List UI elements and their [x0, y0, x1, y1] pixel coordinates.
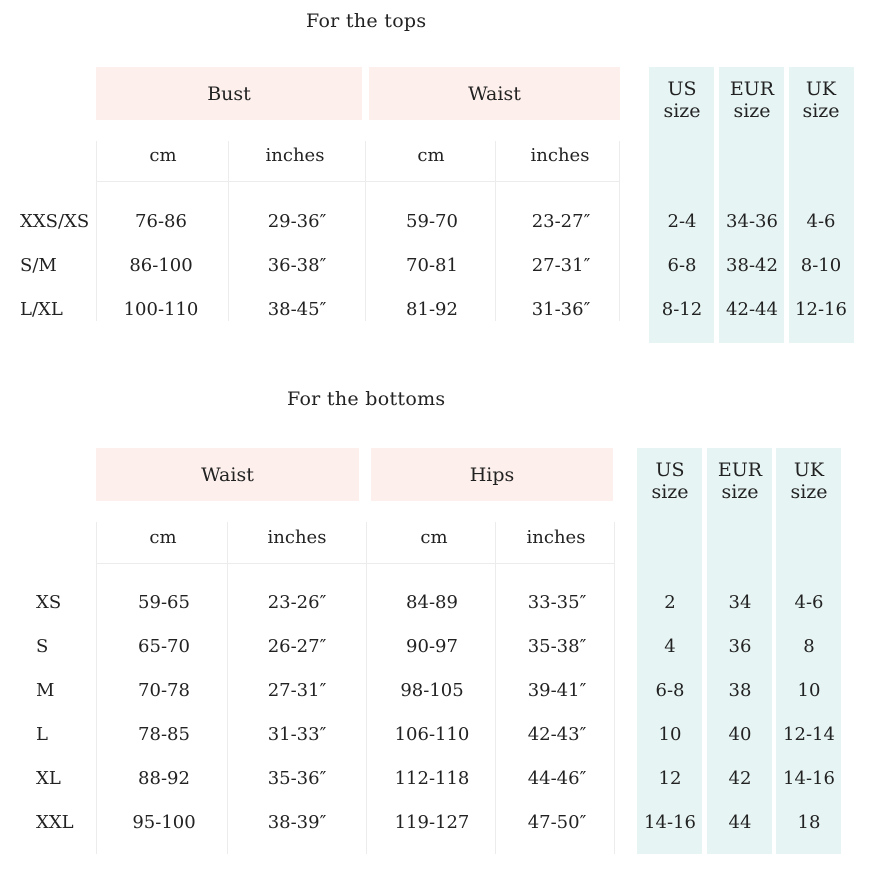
bottoms-hips-inches: 33-35″ [527, 592, 587, 613]
tops-divider [96, 181, 619, 182]
bottoms-hips-inches: 39-41″ [527, 680, 587, 701]
bottoms-divider [96, 563, 614, 564]
bottoms-waist-cm: 95-100 [132, 812, 196, 833]
bottoms-us-size: 14-16 [644, 812, 696, 833]
tops-uk-header: UK size [802, 78, 840, 122]
bottoms-waist-inches: 23-26″ [267, 592, 327, 613]
bottoms-row-label: M [36, 680, 55, 701]
bottoms-uk-size: 14-16 [783, 768, 835, 789]
bottoms-uk-size: 10 [797, 680, 821, 701]
bottoms-us-size: 4 [664, 636, 676, 657]
tops-eur-size: 38-42 [726, 255, 778, 276]
bottoms-waist-cm-label: cm [149, 527, 177, 548]
bottoms-hips-cm: 84-89 [406, 592, 458, 613]
tops-bust-header: Bust [96, 67, 362, 120]
bottoms-row-label: XL [36, 768, 61, 789]
bottoms-uk-size: 4-6 [794, 592, 824, 613]
tops-waist-inches-label: inches [530, 145, 590, 166]
bottoms-row-label: L [36, 724, 48, 745]
tops-bust-inches: 38-45″ [267, 299, 327, 320]
tops-bust-cm: 76-86 [135, 211, 187, 232]
bottoms-hips-cm: 119-127 [394, 812, 470, 833]
tops-divider [228, 141, 229, 321]
bottoms-row-label: S [36, 636, 49, 657]
tops-waist-inches: 27-31″ [531, 255, 591, 276]
tops-eur-header: EUR size [729, 78, 775, 122]
bottoms-eur-size: 36 [728, 636, 752, 657]
tops-waist-inches: 31-36″ [531, 299, 591, 320]
bottoms-waist-cm: 78-85 [138, 724, 190, 745]
tops-us-size: 6-8 [667, 255, 697, 276]
bottoms-uk-size: 8 [803, 636, 815, 657]
tops-eur-size: 34-36 [726, 211, 778, 232]
tops-bust-cm: 86-100 [129, 255, 193, 276]
bottoms-divider [366, 522, 367, 854]
tops-title: For the tops [306, 10, 427, 32]
tops-bust-inches-label: inches [265, 145, 325, 166]
bottoms-us-size: 10 [658, 724, 682, 745]
bottoms-hips-cm: 112-118 [394, 768, 470, 789]
bottoms-waist-inches: 26-27″ [267, 636, 327, 657]
bottoms-uk-size: 12-14 [783, 724, 835, 745]
bottoms-divider [495, 522, 496, 854]
bottoms-hips-inches: 47-50″ [527, 812, 587, 833]
tops-us-size: 8-12 [661, 299, 703, 320]
tops-bust-cm: 100-110 [123, 299, 199, 320]
bottoms-us-header: US size [651, 459, 689, 503]
bottoms-us-size: 6-8 [655, 680, 685, 701]
bottoms-eur-header: EUR size [717, 459, 763, 503]
bottoms-divider [96, 522, 97, 854]
tops-uk-size: 4-6 [806, 211, 836, 232]
bottoms-eur-size: 42 [728, 768, 752, 789]
tops-waist-header: Waist [369, 67, 620, 120]
bottoms-waist-cm: 59-65 [138, 592, 190, 613]
bottoms-waist-cm: 88-92 [138, 768, 190, 789]
tops-bust-inches: 36-38″ [267, 255, 327, 276]
bottoms-waist-inches: 35-36″ [267, 768, 327, 789]
bottoms-waist-inches: 31-33″ [267, 724, 327, 745]
bottoms-hips-cm: 90-97 [406, 636, 458, 657]
bottoms-hips-inches: 42-43″ [527, 724, 587, 745]
bottoms-row-label: XXL [36, 812, 74, 833]
tops-bust-inches: 29-36″ [267, 211, 327, 232]
bottoms-waist-inches: 38-39″ [267, 812, 327, 833]
tops-uk-size: 8-10 [800, 255, 842, 276]
tops-row-label: S/M [20, 255, 57, 276]
bottoms-us-size: 12 [658, 768, 682, 789]
bottoms-eur-size: 44 [728, 812, 752, 833]
tops-divider [495, 141, 496, 321]
bottoms-waist-header: Waist [96, 448, 359, 501]
tops-us-header: US size [663, 78, 701, 122]
bottoms-eur-size: 38 [728, 680, 752, 701]
tops-uk-size: 12-16 [795, 299, 847, 320]
bottoms-uk-header: UK size [790, 459, 828, 503]
tops-divider [96, 141, 97, 321]
bottoms-waist-cm: 65-70 [138, 636, 190, 657]
bottoms-waist-inches-label: inches [267, 527, 327, 548]
tops-row-label: L/XL [20, 299, 63, 320]
bottoms-hips-inches: 44-46″ [527, 768, 587, 789]
bottoms-row-label: XS [36, 592, 62, 613]
bottoms-eur-size: 34 [728, 592, 752, 613]
bottoms-hips-inches-label: inches [526, 527, 586, 548]
bottoms-hips-header: Hips [371, 448, 613, 501]
bottoms-hips-cm: 98-105 [400, 680, 464, 701]
bottoms-title: For the bottoms [287, 388, 446, 410]
bottoms-hips-cm: 106-110 [394, 724, 470, 745]
tops-waist-cm-label: cm [417, 145, 445, 166]
tops-divider [365, 141, 366, 321]
tops-waist-cm: 81-92 [406, 299, 458, 320]
bottoms-uk-size: 18 [797, 812, 821, 833]
tops-us-size: 2-4 [667, 211, 697, 232]
tops-waist-cm: 59-70 [406, 211, 458, 232]
bottoms-divider [227, 522, 228, 854]
bottoms-waist-inches: 27-31″ [267, 680, 327, 701]
tops-eur-size: 42-44 [726, 299, 778, 320]
tops-bust-cm-label: cm [149, 145, 177, 166]
bottoms-hips-inches: 35-38″ [527, 636, 587, 657]
tops-waist-cm: 70-81 [406, 255, 458, 276]
bottoms-us-size: 2 [664, 592, 676, 613]
tops-row-label: XXS/XS [20, 211, 90, 232]
tops-waist-inches: 23-27″ [531, 211, 591, 232]
bottoms-waist-cm: 70-78 [138, 680, 190, 701]
bottoms-hips-cm-label: cm [420, 527, 448, 548]
bottoms-eur-size: 40 [728, 724, 752, 745]
